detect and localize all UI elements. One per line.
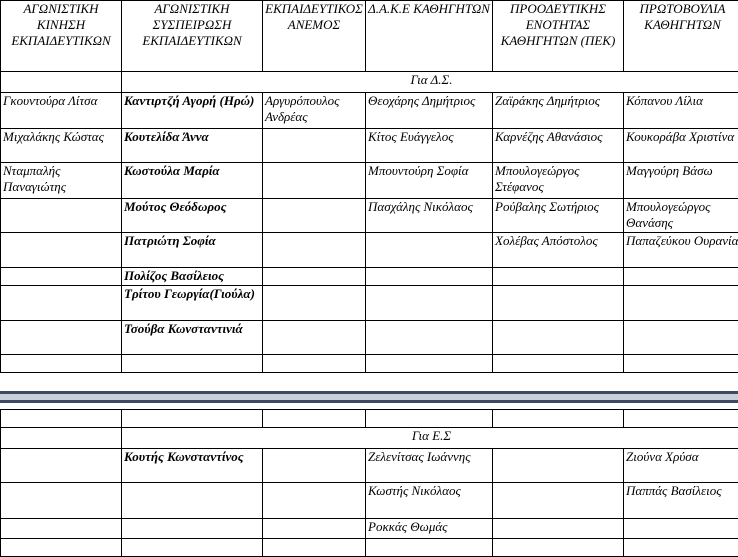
table-cell [122, 483, 263, 519]
table-row [1, 321, 738, 355]
table-cell [624, 268, 738, 286]
table-cell [493, 355, 624, 373]
header-row [1, 1, 738, 72]
table-cell [493, 321, 624, 355]
table-cell [366, 163, 493, 199]
table-cell [263, 449, 366, 483]
header-cell: Δ.Α.Κ.Ε ΚΑΘΗΓΗΤΩΝ [366, 1, 493, 72]
table-cell [493, 233, 624, 268]
header-cell: ΠΡΩΤΟΒΟΥΛΙΑ ΚΑΘΗΓΗΤΩΝ [624, 1, 738, 72]
candidate-name: Πασχάλης Νικόλαος [368, 199, 490, 215]
table-cell [624, 483, 738, 519]
table-cell [1, 321, 122, 355]
table-cell [493, 483, 624, 519]
candidate-name: Καρνέζης Αθανάσιος [495, 129, 621, 145]
table-cell [122, 519, 263, 539]
candidate-name: Κωστής Νικόλαος [368, 483, 490, 499]
table-cell [366, 93, 493, 129]
table-cell [493, 93, 624, 129]
candidate-name: Μαγγούρη Βάσω [626, 163, 738, 179]
table-cell [493, 268, 624, 286]
table-cell [263, 321, 366, 355]
table-cell [366, 321, 493, 355]
candidate-name: Μούτος Θεόδωρος [124, 199, 260, 215]
candidate-name: Ζελενίτσας Ιωάννης [368, 449, 490, 465]
table-cell [624, 286, 738, 321]
table-cell [263, 519, 366, 539]
table-cell [263, 129, 366, 163]
table-cell [1, 163, 122, 199]
table-cell [1, 199, 122, 233]
table-cell [263, 483, 366, 519]
table-cell [1, 483, 122, 519]
table-cell [1, 539, 122, 557]
candidate-name: Ροκκάς Θωμάς [368, 519, 490, 535]
table-cell [493, 539, 624, 557]
table-cell [122, 163, 263, 199]
table-cell [624, 129, 738, 163]
section-label: Για Δ.Σ. [122, 72, 738, 93]
table-cell [366, 268, 493, 286]
table-row [1, 539, 738, 557]
candidate-name: Ζιούνα Χρύσα [626, 449, 738, 465]
table-row [1, 483, 738, 519]
table-cell [122, 233, 263, 268]
table-cell [624, 93, 738, 129]
candidate-name: Πατριώτη Σοφία [124, 233, 260, 249]
section1-body [1, 93, 738, 373]
table-cell [122, 539, 263, 557]
section2-body [1, 449, 738, 557]
table-cell [366, 355, 493, 373]
table-cell [366, 519, 493, 539]
candidate-name: Κίτος Ευάγγελος [368, 129, 490, 145]
table-cell [624, 321, 738, 355]
candidate-name: Θεοχάρης Δημήτριος [368, 93, 490, 109]
table-row [1, 410, 738, 428]
table-cell [122, 129, 263, 163]
candidate-name: Ζαϊράκης Δημήτριος [495, 93, 621, 109]
header-cell: ΕΚΠΑΙΔΕΥΤΙΚΟΣ ΑΝΕΜΟΣ [263, 1, 366, 72]
table-row [1, 449, 738, 483]
section-row [1, 428, 738, 449]
table-cell [122, 286, 263, 321]
table-cell [1, 449, 122, 483]
table-cell [624, 163, 738, 199]
candidate-name: Αργυρόπουλος Ανδρέας [265, 93, 363, 125]
table-row [1, 355, 738, 373]
table-cell [263, 233, 366, 268]
table-cell [624, 355, 738, 373]
table-cell [624, 199, 738, 233]
table-cell [624, 233, 738, 268]
table-cell [624, 519, 738, 539]
table-cell [263, 268, 366, 286]
section-row [1, 72, 738, 93]
table-cell [366, 449, 493, 483]
table-cell [263, 355, 366, 373]
candidate-name: Μιχαλάκης Κώστας [3, 129, 119, 145]
candidate-name: Ρούβαλης Σωτήριος [495, 199, 621, 215]
table-cell [263, 199, 366, 233]
table-cell [493, 286, 624, 321]
page-break-divider [0, 391, 738, 403]
candidate-name: Κουτής Κωνσταντίνος [124, 449, 260, 465]
candidate-name: Κουκοράβα Χριστίνα [626, 129, 738, 145]
table-cell [366, 539, 493, 557]
candidate-name: Τρίτου Γεωργία(Γιούλα) [124, 286, 260, 302]
table-cell [624, 539, 738, 557]
table-cell [1, 355, 122, 373]
table-cell [1, 93, 122, 129]
table-cell [1, 129, 122, 163]
page-gap [0, 374, 738, 391]
table-cell [366, 286, 493, 321]
table-cell [366, 233, 493, 268]
table-row [1, 93, 738, 129]
table-cell [366, 483, 493, 519]
candidate-name: Μπουλογεώργος Θανάσης [626, 199, 738, 231]
table-cell [1, 519, 122, 539]
table-cell [366, 199, 493, 233]
candidates-table-es [0, 409, 738, 557]
table-row [1, 286, 738, 321]
table-cell [263, 539, 366, 557]
candidate-name: Καντιρτζή Αγορή (Ηρώ) [124, 93, 260, 109]
candidate-name: Τσούβα Κωνσταντινιά [124, 321, 260, 337]
table-cell [122, 199, 263, 233]
candidate-name: Γκουντούρα Λίτσα [3, 93, 119, 109]
table-cell [263, 93, 366, 129]
table-row [1, 163, 738, 199]
section-label: Για Ε.Σ [122, 428, 738, 449]
header-cell: ΑΓΩΝΙΣΤΙΚΗ ΣΥΣΠΕΙΡΩΣΗ ΕΚΠΑΙΔΕΥΤΙΚΩΝ [122, 1, 263, 72]
header-cell: ΠΡΟΟΔΕΥΤΙΚΗΣ ΕΝΟΤΗΤΑΣ ΚΑΘΗΓΗΤΩΝ (ΠΕΚ) [493, 1, 624, 72]
candidate-name: Νταμπαλής Παναγιώτης [3, 163, 119, 195]
candidate-name: Πολίζος Βασίλειος [124, 268, 260, 284]
candidate-name: Μπουλογεώργος Στέφανος [495, 163, 621, 195]
table-cell [122, 321, 263, 355]
table-cell [122, 449, 263, 483]
table-cell [122, 355, 263, 373]
table-cell [122, 93, 263, 129]
table-cell [624, 449, 738, 483]
table-cell [263, 163, 366, 199]
table-cell [493, 199, 624, 233]
candidate-name: Παππάς Βασίλειος [626, 483, 738, 499]
table-row [1, 519, 738, 539]
candidate-name: Παπαζεύκου Ουρανία [626, 233, 738, 249]
table-row [1, 199, 738, 233]
table-row [1, 233, 738, 268]
table-cell [493, 163, 624, 199]
empty-cell [1, 428, 122, 449]
table-cell [1, 286, 122, 321]
table-cell [1, 268, 122, 286]
candidate-name: Κόπανου Λίλια [626, 93, 738, 109]
candidate-name: Μπουντούρη Σοφία [368, 163, 490, 179]
table-row [1, 129, 738, 163]
table-cell [122, 268, 263, 286]
candidate-name: Κωστούλα Μαρία [124, 163, 260, 179]
table-cell [366, 129, 493, 163]
table-cell [493, 129, 624, 163]
table-cell [1, 233, 122, 268]
table-row [1, 268, 738, 286]
table-cell [493, 449, 624, 483]
candidate-name: Κουτελίδα Άννα [124, 129, 260, 145]
table-cell [493, 519, 624, 539]
table-cell [263, 286, 366, 321]
header-cell: ΑΓΩΝΙΣΤΙΚΗ ΚΙΝΗΣΗ ΕΚΠΑΙΔΕΥΤΙΚΩΝ [1, 1, 122, 72]
empty-cell [1, 72, 122, 93]
candidate-name: Χολέβας Απόστολος [495, 233, 621, 249]
